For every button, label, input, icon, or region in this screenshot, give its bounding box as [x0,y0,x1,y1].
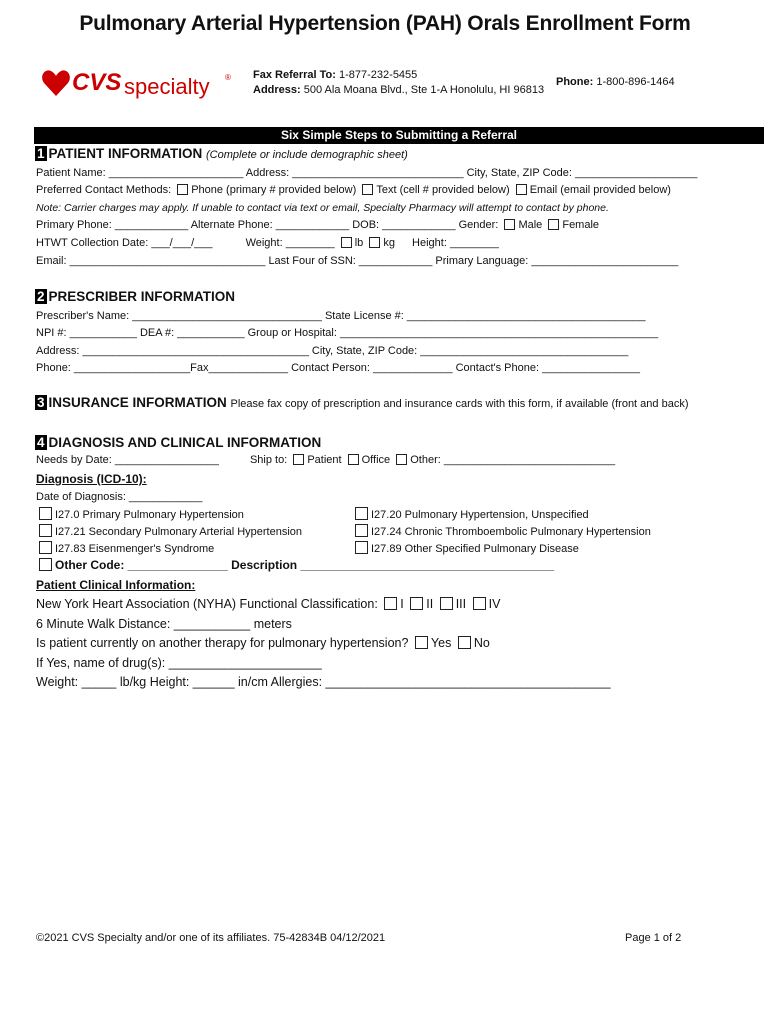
steps-bar: Six Simple Steps to Submitting a Referral [34,127,764,144]
ship-office-label: Office [361,454,391,466]
other-code-field[interactable]: Other Code: _______________ Description ______________________________________ [55,558,555,572]
therapy-no-checkbox[interactable] [458,636,471,649]
section-number: 1 [37,146,45,161]
height-field[interactable]: Height: ________ [412,237,499,249]
kg-label: kg [383,237,395,249]
nyha-i-label: I [400,597,404,611]
icd-code-left-2 [36,524,302,538]
htwt-row [36,237,499,249]
i27-21-checkbox[interactable] [39,524,52,537]
phone-option-label: Phone (primary # provided below) [191,184,357,196]
section-title: PATIENT INFORMATION [48,146,203,161]
therapy-yes-checkbox[interactable] [415,636,428,649]
page-number: Page 1 of 2 [625,932,682,944]
no-label: No [473,636,490,650]
ship-other-field[interactable]: Other: ____________________________ [410,454,616,466]
patient-name-row[interactable]: Patient Name: ______________________ Address: ____________________________ City, State, ZIP Code: ____________________ [36,167,698,179]
address-label: Address: [253,84,301,96]
ship-other-checkbox[interactable] [396,454,407,465]
diagnosis-heading: Diagnosis (ICD-10): [36,472,147,486]
icd-code-right-3 [352,541,579,555]
code-label: I27.20 Pulmonary Hypertension, Unspecified [371,509,589,521]
male-checkbox[interactable] [504,219,515,230]
svg-text:specialty: specialty [124,74,210,99]
other-therapy-label: Is patient currently on another therapy for pulmonary hypertension? [36,636,409,650]
code-label: I27.21 Secondary Pulmonary Arterial Hypertension [55,526,303,538]
insurance-note: Please fax copy of prescription and insurance cards with this form, if available (front and back) [230,398,689,410]
phone-dob-fields[interactable]: Primary Phone: ____________ Alternate Phone: ____________ DOB: ____________ Gender: [36,219,499,231]
nyha-ii-checkbox[interactable] [410,597,423,610]
text-option-label: Text (cell # provided below) [376,184,510,196]
section-title: DIAGNOSIS AND CLINICAL INFORMATION [48,435,322,450]
nyha-iv-label: IV [488,597,501,611]
male-label: Male [518,219,543,231]
clinical-heading: Patient Clinical Information: [36,578,196,592]
ship-patient-checkbox[interactable] [293,454,304,465]
fax-referral [253,69,417,81]
walk-distance-row[interactable]: 6 Minute Walk Distance: ___________ meters [36,617,292,631]
icd-code-left-3 [36,541,214,555]
code-label: I27.0 Primary Pulmonary Hypertension [55,509,244,521]
htwt-date-field[interactable]: HTWT Collection Date: ___/___/___ [36,237,213,249]
email-checkbox[interactable] [516,184,527,195]
section-number: 2 [37,289,45,304]
address-line [253,84,544,96]
nyha-iii-label: III [455,597,467,611]
ship-to-label: Ship to: [249,454,288,466]
carrier-note: Note: Carrier charges may apply. If unable to contact via text or email, Specialty Pharmacy will attempt to contact by phone. [36,202,609,214]
other-code-checkbox[interactable] [39,558,52,571]
nyha-label: New York Heart Association (NYHA) Functional Classification: [36,597,378,611]
ship-office-checkbox[interactable] [348,454,359,465]
section-number: 3 [37,395,45,410]
cvs-specialty-logo [42,66,242,100]
code-label: I27.89 Other Specified Pulmonary Disease [371,543,579,555]
svg-text:CVS: CVS [72,69,122,96]
code-label: I27.24 Chronic Thromboembolic Pulmonary Hypertension [371,526,651,538]
prescriber-phone-row[interactable]: Phone: ___________________Fax_____________ Contact Person: _____________ Contact's Phone: ________________ [36,362,640,374]
nyha-ii-label: II [426,597,434,611]
prescriber-name-row[interactable]: Prescriber's Name: _______________________________ State License #: _______________________________________ [36,310,646,322]
female-label: Female [562,219,600,231]
phone-dob-gender-row [36,219,599,231]
section-2-heading [35,289,235,304]
form-title: Pulmonary Arterial Hypertension (PAH) Orals Enrollment Form [79,12,691,35]
lb-label: lb [354,237,364,249]
weight-field[interactable]: Weight: ________ [245,237,335,249]
needs-by-field[interactable]: Needs by Date: _________________ [36,454,219,466]
i27-0-checkbox[interactable] [39,507,52,520]
i27-83-checkbox[interactable] [39,541,52,554]
weight-height-allergies-row[interactable]: Weight: _____ lb/kg Height: ______ in/cm Allergies: _________________________________________ [36,675,611,689]
lb-checkbox[interactable] [341,237,352,248]
section-4-heading [35,435,321,450]
nyha-iii-checkbox[interactable] [440,597,453,610]
ship-patient-label: Patient [307,454,342,466]
i27-24-checkbox[interactable] [355,524,368,537]
icd-code-right-2 [352,524,651,538]
nyha-row [36,597,500,611]
section-note: (Complete or include demographic sheet) [206,149,408,161]
phone-label: Phone: [556,76,594,88]
date-of-diagnosis[interactable]: Date of Diagnosis: ____________ [36,491,203,503]
address-value: 500 Ala Moana Blvd., Ste 1-A Honolulu, HI 96813 [303,84,545,96]
phone-checkbox[interactable] [177,184,188,195]
section-title: PRESCRIBER INFORMATION [48,289,236,304]
prescriber-address-row[interactable]: Address: _____________________________________ City, State, ZIP Code: __________________________________ [36,345,629,357]
icd-code-left-1 [36,507,244,521]
other-code-row [36,558,554,572]
copyright: ©2021 CVS Specialty and/or one of its affiliates. 75-42834B 04/12/2021 [36,932,386,944]
icd-code-right-1 [352,507,589,521]
preferred-contact-label: Preferred Contact Methods: [36,184,172,196]
heart-icon [42,66,242,100]
needs-by-row [36,454,615,466]
female-checkbox[interactable] [548,219,559,230]
phone-line [556,76,675,88]
preferred-contact-row [36,184,671,196]
nyha-i-checkbox[interactable] [384,597,397,610]
kg-checkbox[interactable] [369,237,380,248]
email-option-label: Email (email provided below) [529,184,671,196]
section-3-heading [35,395,688,410]
phone-value: 1-800-896-1464 [596,76,675,88]
section-1-heading [35,146,408,161]
nyha-iv-checkbox[interactable] [473,597,486,610]
drug-names-row[interactable]: If Yes, name of drug(s): ______________________ [36,656,322,670]
email-ssn-language-row[interactable]: Email: ________________________________ Last Four of SSN: ____________ Primary Language: ________________________ [36,255,679,267]
i27-89-checkbox[interactable] [355,541,368,554]
npi-dea-row[interactable]: NPI #: ___________ DEA #: ___________ Group or Hospital: ____________________________________________________ [36,327,659,339]
yes-label: Yes [430,636,452,650]
section-number: 4 [37,435,45,450]
i27-20-checkbox[interactable] [355,507,368,520]
section-title: INSURANCE INFORMATION [48,395,227,410]
other-therapy-row [36,636,490,650]
text-checkbox[interactable] [362,184,373,195]
svg-text:®: ® [225,73,231,82]
code-label: I27.83 Eisenmenger's Syndrome [55,543,215,555]
fax-label: Fax Referral To: [253,69,336,81]
fax-value: 1-877-232-5455 [339,69,418,81]
